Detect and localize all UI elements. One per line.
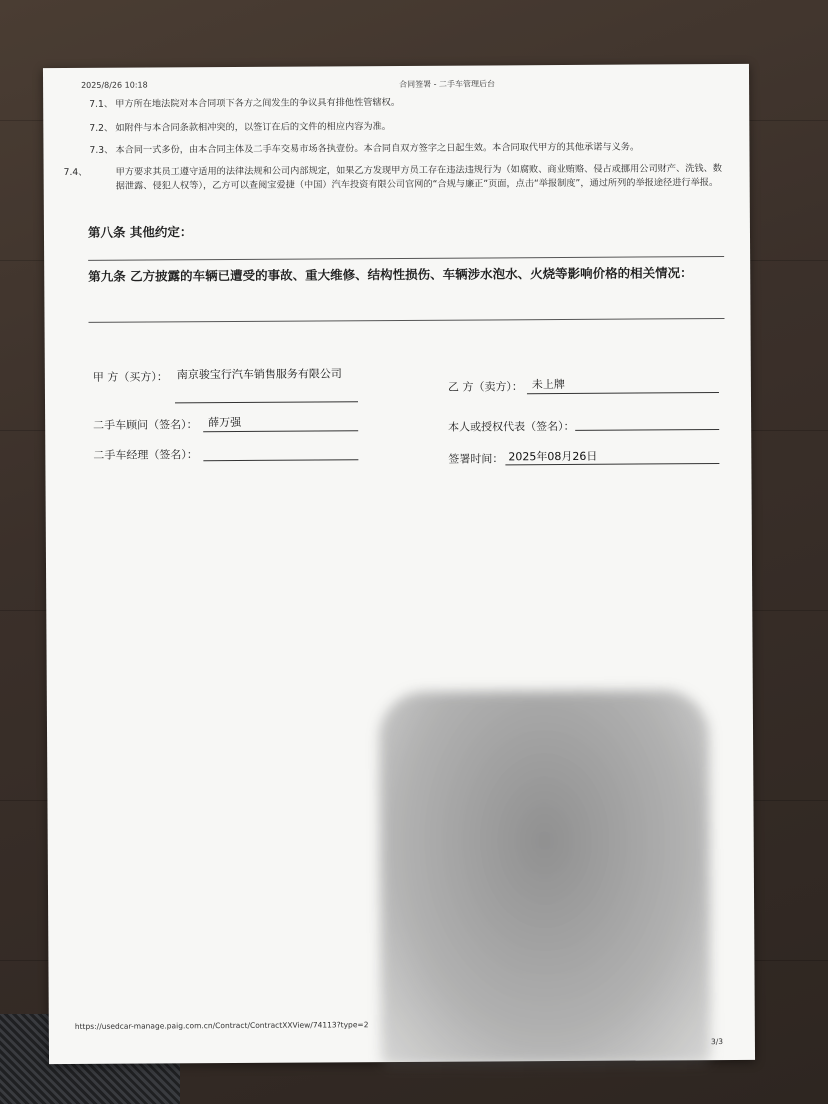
section-nine-title: 第九条 乙方披露的车辆已遭受的事故、重大维修、结构性损伤、车辆涉水泡水、火烧等影响价格的相关情况： [88, 265, 693, 284]
clause-7-2 [89, 118, 729, 136]
manager-label: 二手车经理（签名）： [93, 448, 198, 462]
party-b-value: 未上牌 [531, 377, 565, 392]
print-url: https://usedcar-manage.paig.com.cn/Contract/ContractXXView/74113?type=2 [74, 1020, 369, 1031]
clause-7-1 [89, 94, 729, 112]
hand-shadow [379, 690, 711, 1066]
party-a-label: 甲 方（买方）： [92, 370, 168, 384]
clause-text: 如附件与本合同条款相冲突的，以签订在后的文件的相应内容为准。 [115, 121, 391, 134]
date-value: 2025年08月26日 [508, 449, 598, 464]
section-eight-title: 第八条 其他约定： [87, 224, 193, 240]
rep-label: 本人或授权代表（签名）： [448, 419, 575, 434]
clause-7-3 [89, 140, 739, 158]
clause-7-4 [63, 162, 728, 194]
consultant-value: 薛万强 [208, 415, 242, 430]
clause-text: 甲方要求其员工遵守适用的法律法规和公司内部规定，如果乙方发现甲方员工存在违法违规行为（如腐败、商业贿赂、侵占或挪用公司财产、洗钱、数据泄露、侵犯人权等），乙方可以查阅宝爱捷（中国）汽车投资有限公司官网的“合规与廉正”页面，点击“举报制度”，通过所列的举报途径进行举报。 [115, 163, 722, 192]
section-nine-fill-line [89, 318, 725, 323]
rep-signature-line [575, 429, 719, 431]
consultant-signature-line [203, 430, 358, 432]
page-number: 3/3 [710, 1037, 724, 1047]
date-line [505, 463, 719, 465]
party-a-value: 南京骏宝行汽车销售服务有限公司 [176, 367, 342, 382]
party-b-signature-line [527, 392, 719, 394]
contract-page [43, 64, 755, 1064]
clause-number: 7.4、 [63, 166, 88, 179]
section-eight-fill-line [88, 256, 724, 261]
clause-text: 甲方所在地法院对本合同项下各方之间发生的争议具有排他性管辖权。 [115, 96, 401, 110]
date-label: 签署时间： [448, 452, 504, 466]
clause-number: 7.1、 [89, 98, 114, 110]
clause-number: 7.3、 [89, 144, 114, 156]
print-page-title: 合同签署 - 二手车管理后台 [399, 79, 496, 89]
consultant-label: 二手车顾问（签名）： [93, 418, 198, 432]
clause-text: 本合同一式多份，由本合同主体及二手车交易市场各执壹份。本合同自双方签字之日起生效。本合同取代甲方的其他承诺与义务。 [115, 141, 640, 156]
manager-signature-line [203, 459, 358, 461]
clause-number: 7.2、 [89, 122, 114, 134]
print-datetime: 2025/8/26 10:18 [81, 80, 148, 90]
party-a-signature-line [175, 401, 358, 403]
party-b-label: 乙 方（卖方）： [447, 380, 523, 394]
